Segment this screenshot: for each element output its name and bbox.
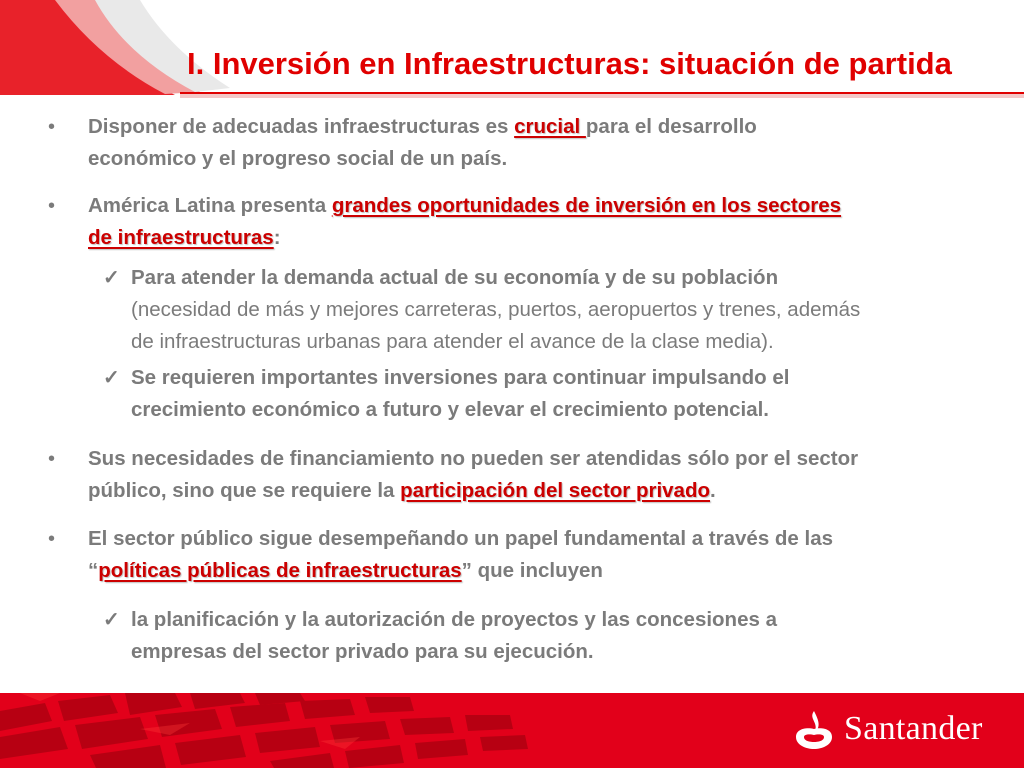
bullet-marker: • bbox=[48, 195, 56, 217]
highlight-keyword: grandes oportunidades de inversión en los sectores bbox=[331, 194, 842, 217]
text-line bbox=[88, 555, 833, 587]
check-icon: ✓ bbox=[103, 609, 120, 631]
highlight-keyword: de infraestructuras bbox=[88, 226, 274, 249]
page-title: I. Inversión en Infraestructuras: situación de partida bbox=[187, 46, 952, 81]
text-line bbox=[88, 222, 841, 254]
text-span: Sus necesidades de financiamiento no pueden ser atendidas sólo por el sector bbox=[88, 447, 859, 470]
flame-icon bbox=[792, 707, 836, 751]
text-span: empresas del sector privado para su ejecución. bbox=[131, 640, 594, 663]
text-span: económico y el progreso social de un país. bbox=[88, 147, 508, 170]
bullet-marker: • bbox=[48, 116, 56, 138]
sub-bullet-item bbox=[131, 604, 777, 668]
santander-logo bbox=[792, 704, 983, 754]
text-span: América Latina presenta bbox=[88, 194, 332, 217]
text-line bbox=[88, 111, 757, 143]
text-line bbox=[131, 326, 860, 358]
sub-bullet-item bbox=[131, 362, 789, 426]
text-span: Para atender la demanda actual de su economía y de su población bbox=[131, 266, 779, 289]
bullet-marker: • bbox=[48, 448, 56, 470]
text-span: . bbox=[710, 479, 716, 502]
bullet-item bbox=[88, 523, 833, 587]
highlight-keyword: participación del sector privado bbox=[400, 479, 711, 502]
bullet-item bbox=[88, 443, 858, 507]
text-line bbox=[131, 262, 860, 294]
bullet-marker: • bbox=[48, 528, 56, 550]
text-line bbox=[131, 362, 789, 394]
text-line bbox=[88, 143, 757, 175]
text-span: (necesidad de más y mejores carreteras, puertos, aeropuertos y trenes, además bbox=[131, 298, 861, 321]
text-line bbox=[131, 604, 777, 636]
text-span: público, sino que se requiere la bbox=[88, 479, 401, 502]
bullet-item bbox=[88, 111, 757, 175]
check-icon: ✓ bbox=[103, 267, 120, 289]
sub-bullet-item bbox=[131, 262, 860, 358]
text-span: El sector público sigue desempeñando un papel fundamental a través de las bbox=[88, 527, 834, 550]
text-line bbox=[88, 523, 833, 555]
check-icon: ✓ bbox=[103, 367, 120, 389]
text-line bbox=[88, 190, 841, 222]
highlight-keyword: crucial bbox=[514, 115, 586, 138]
text-line bbox=[88, 443, 858, 475]
text-span: Se requieren importantes inversiones para continuar impulsando el bbox=[131, 366, 790, 389]
highlight-keyword: políticas públicas de infraestructuras bbox=[98, 559, 462, 582]
text-span: crecimiento económico a futuro y elevar el crecimiento potencial. bbox=[131, 398, 769, 421]
text-line bbox=[131, 394, 789, 426]
text-line bbox=[131, 636, 777, 668]
text-span: : bbox=[273, 226, 281, 249]
text-span: la planificación y la autorización de proyectos y las concesiones a bbox=[131, 608, 777, 631]
text-span: Disponer de adecuadas infraestructuras es bbox=[88, 115, 515, 138]
brand-name: Santander bbox=[844, 710, 983, 747]
bullet-item bbox=[88, 190, 841, 254]
text-line bbox=[131, 294, 860, 326]
text-span: “ bbox=[88, 559, 99, 582]
text-span: de infraestructuras urbanas para atender el avance de la clase media). bbox=[131, 330, 774, 353]
text-span: ” que incluyen bbox=[461, 559, 603, 582]
text-span: para el desarrollo bbox=[585, 115, 757, 138]
text-line bbox=[88, 475, 858, 507]
